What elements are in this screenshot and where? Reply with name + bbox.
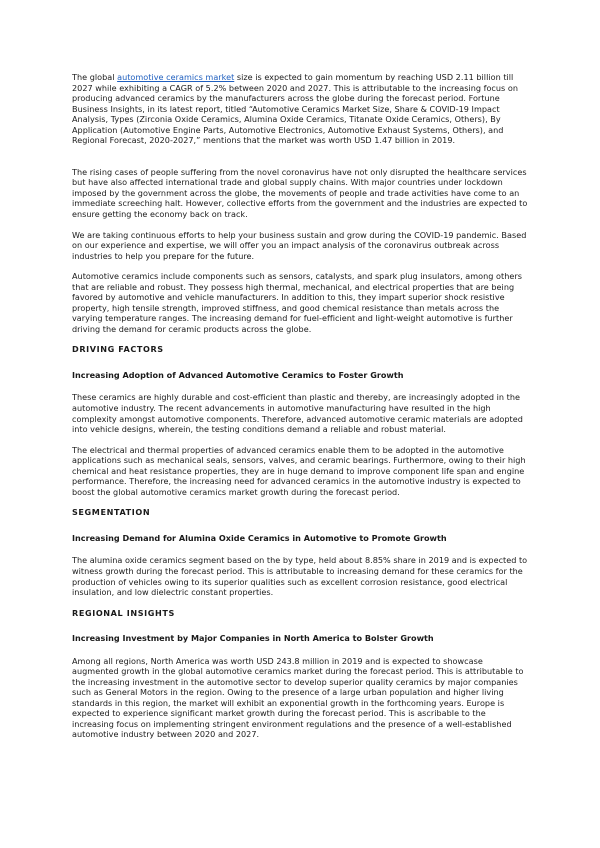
segmentation-subheading: Increasing Demand for Alumina Oxide Ceramics in Automotive to Promote Growth <box>72 532 447 543</box>
regional-insights-subheading: Increasing Investment by Major Companies in North America to Bolster Growth <box>72 633 434 644</box>
intro-text-before: The global <box>72 72 118 82</box>
driving-factors-paragraph-1: These ceramics are highly durable and cost-efficient than plastic and thereby, are increasingly adopted in the automotive industry. The recent advancements in automotive manufacturing have resulted in the high complexity amongst automotive components. Therefore, advanced automotive ceramic materials are adopted into vehicle designs, wherein, the testing conditions demand a reliable and robust material. <box>72 392 523 435</box>
components-paragraph: Automotive ceramics include components such as sensors, catalysts, and spark plug insulators, among others that are reliable and robust. They possess high thermal, mechanical, and electrical properties that are being favored by automotive and vehicle manufacturers. In addition to this, they impart superior shock resistive property, high tensile strength, improved stiffness, and good chemical resistance than metals across the varying temperature ranges. The increasing demand for fuel-efficient and light-weight automotive is further driving the demand for ceramic products across the globe. <box>72 271 522 334</box>
intro-paragraph <box>72 72 530 146</box>
driving-factors-paragraph-2: The electrical and thermal properties of advanced ceramics enable them to be adopted in the automotive applications such as mechanical seals, sensors, valves, and ceramic bearings. Furthermore, owing to their high chemical and heat resistance properties, they are in huge demand to improve component life span and engine performance. Therefore, the increasing need for advanced ceramics in the automotive industry is expected to boost the global automotive ceramics market growth during the forecast period. <box>72 444 526 497</box>
covid-paragraph: The rising cases of people suffering from the novel coronavirus have not only disrupted the healthcare services but have also affected international trade and global supply chains. With major countries under lockdown imposed by the government across the globe, the movements of people and trade activities have come to an immediate screeching halt. However, collective efforts from the government and the industries are expected to ensure getting the economy back on track. <box>72 166 528 220</box>
document-page <box>72 72 530 750</box>
driving-factors-heading: DRIVING FACTORS <box>72 344 164 355</box>
driving-factors-subheading: Increasing Adoption of Advanced Automotive Ceramics to Foster Growth <box>72 369 404 380</box>
intro-text-after: size is expected to gain momentum by reaching USD 2.11 billion till 2027 while exhibiting a CAGR of 5.2% between 2020 and 2027. This is attributable to the increasing focus on producing advanced ceramics by the manufacturers across the globe during the forecast period. Fortune Business Insights, in its latest report, titled “Automotive Ceramics Market Size, Share & COVID-19 Impact Analysis, Types (Zirconia Oxide Ceramics, Alumina Oxide Ceramics, Titanate Oxide Ceramics, Others), By Application (Automotive Engine Parts, Automotive Electronics, Automotive Exhaust Systems, Others), and Regional Forecast, 2020-2027,” mentions that the market was worth USD 1.47 billion in 2019. <box>72 72 519 146</box>
segmentation-heading: SEGMENTATION <box>72 507 151 518</box>
automotive-ceramics-market-link[interactable]: automotive ceramics market <box>117 72 235 82</box>
regional-insights-heading: REGIONAL INSIGHTS <box>72 607 175 618</box>
help-paragraph: We are taking continuous efforts to help your business sustain and grow during the COVID-19 pandemic. Based on our experience and expertise, we will offer you an impact analysis of the coronavirus outbreak across industries to help you prepare for the future. <box>72 229 527 261</box>
regional-insights-paragraph: Among all regions, North America was worth USD 243.8 million in 2019 and is expected to showcase augmented growth in the global automotive ceramics market during the forecast period. This is attributable to the increasing investment in the automotive sector to develop superior quality ceramics by major companies such as General Motors in the region. Owing to the presence of a large urban population and higher living standards in this region, the market will exhibit an exponential growth in the forthcoming years. Europe is expected to experience significant market growth during the forecast period. This is ascribable to the increasing focus on implementing stringent environment regulations and the presence of a well-established automotive industry between 2020 and 2027. <box>72 655 524 740</box>
segmentation-paragraph: The alumina oxide ceramics segment based on the by type, held about 8.85% share in 2019 and is expected to witness growth during the forecast period. This is attributable to increasing demand for these ceramics for the production of vehicles owing to its superior qualities such as excellent corrosion resistance, good electrical insulation, and low dielectric constant properties. <box>72 555 528 598</box>
